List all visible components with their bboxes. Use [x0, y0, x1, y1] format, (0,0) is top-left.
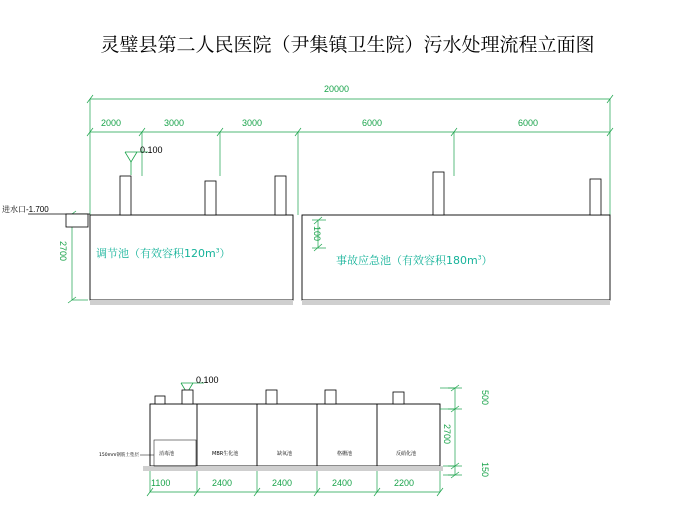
emergency-tank-suffix: ） [481, 254, 493, 267]
unit-label-4: 格栅池 [337, 451, 353, 457]
unit-label-2: MBR生化池 [212, 451, 239, 457]
emergency-tank-base-shadow [302, 300, 610, 305]
segment-dimension-2: 3000 [164, 118, 185, 128]
emergency-tank-sup: 3 [477, 254, 482, 262]
lower-elevation-label: 0.100 [196, 375, 219, 385]
segment-dimension-3: 3000 [242, 118, 263, 128]
pipe-bedding-label: 150mm钢筋土垫层 [99, 453, 139, 458]
upper-dimension-chain [87, 95, 613, 215]
emergency-tank-manholes [433, 172, 601, 215]
bottom-dimension-2: 2400 [212, 478, 233, 488]
adjustment-tank-base-shadow [90, 300, 293, 305]
bottom-dimension-3: 2400 [272, 478, 293, 488]
overall-dimension-label: 20000 [324, 84, 350, 94]
emergency-tank-name: 事故应急池（有效容积180m [336, 254, 478, 267]
segment-dimension-1: 2000 [101, 118, 122, 128]
adjustment-tank-name: 调节池（有效容积120m [96, 247, 216, 260]
bottom-dimension-5: 2200 [394, 478, 415, 488]
right-dimension-3: 150 [480, 462, 490, 478]
adjustment-tank-manholes [120, 176, 286, 215]
unit-label-1: 消毒池 [159, 451, 175, 457]
inlet-marker [28, 214, 90, 227]
bottom-dimension-4: 2400 [332, 478, 353, 488]
adjustment-tank-sup: 3 [215, 247, 220, 255]
inlet-label: 进水口-1.700 [2, 205, 49, 214]
segment-dimension-4: 6000 [362, 118, 383, 128]
emergency-tank-label [336, 252, 493, 268]
upper-elevation-label: 0.100 [140, 145, 163, 155]
page-title: 灵璧县第二人民医院（尹集镇卫生院）污水处理流程立面图 [100, 34, 595, 56]
bottom-dimension-1: 1100 [151, 478, 171, 488]
right-dimension-2: 2700 [442, 424, 452, 445]
right-dimension-1: 500 [480, 390, 490, 406]
adjustment-tank-label [96, 245, 231, 261]
upper-height-label: 2700 [58, 241, 68, 262]
wall-thickness-label: 100 [312, 226, 322, 242]
adjustment-tank-suffix: ） [219, 247, 231, 260]
lower-unit-manholes [155, 390, 404, 404]
unit-label-5: 反硝化池 [396, 451, 417, 457]
upper-elevation-symbol [125, 152, 148, 175]
segment-dimension-5: 6000 [518, 118, 539, 128]
unit-label-3: 缺氧池 [277, 451, 293, 457]
lower-units-base-shadow [143, 466, 443, 471]
